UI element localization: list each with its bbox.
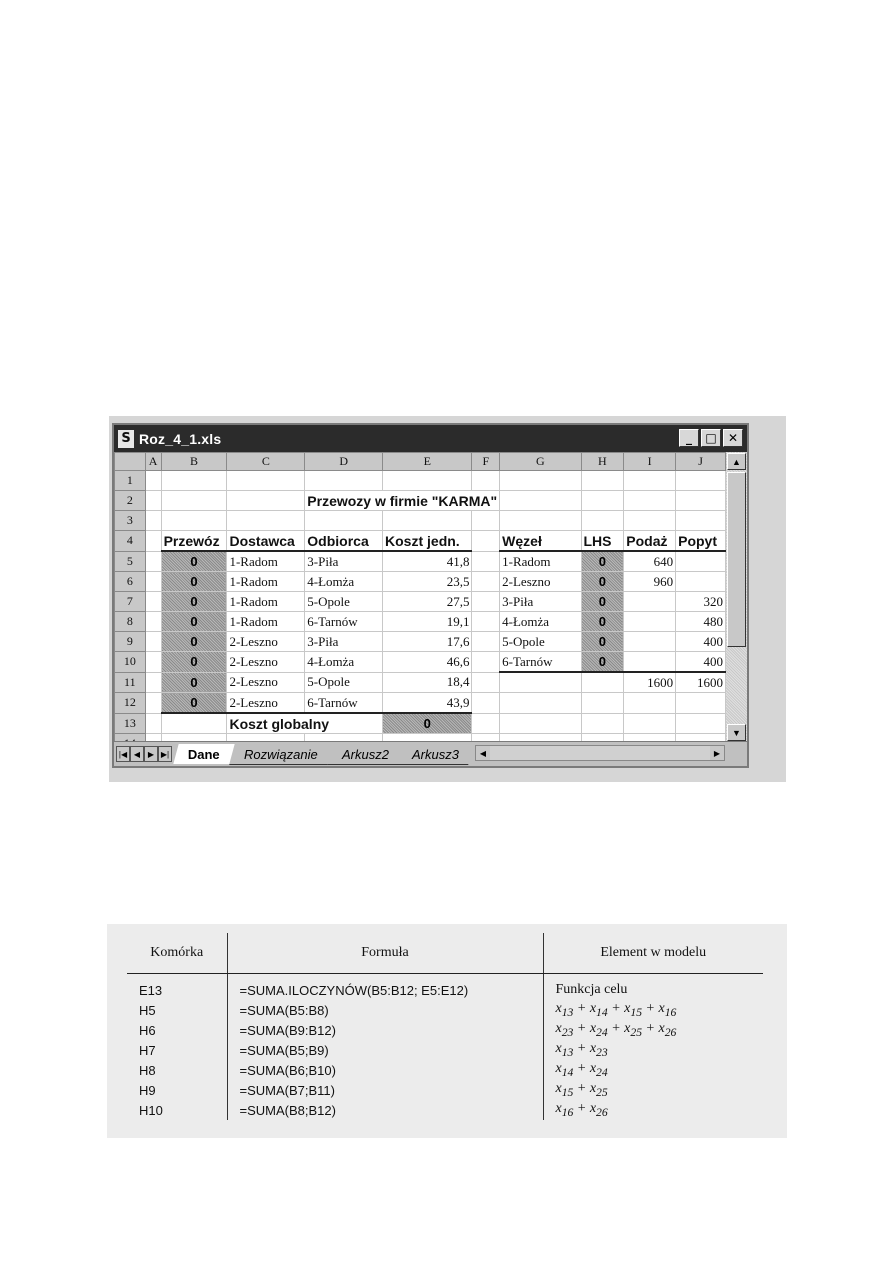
grid-cell[interactable]: [161, 491, 227, 511]
formula-row: [127, 1040, 763, 1060]
formula-row: [127, 1080, 763, 1100]
grid-cell[interactable]: [676, 693, 726, 714]
grid-cell[interactable]: [145, 592, 161, 612]
grid-cell[interactable]: [145, 652, 161, 673]
koszt-cell[interactable]: 17,6: [383, 632, 472, 652]
podaz-cell[interactable]: [624, 652, 676, 673]
tab-navigation: [116, 746, 172, 762]
odbiorca-cell[interactable]: 4-Łomża: [305, 572, 383, 592]
popyt-cell[interactable]: [676, 551, 726, 572]
grid-cell[interactable]: [145, 551, 161, 572]
horizontal-scrollbar[interactable]: [475, 745, 725, 761]
window-title: Roz_4_1.xls: [139, 430, 222, 447]
grid-cell[interactable]: [624, 511, 676, 531]
sheet-row: [115, 632, 726, 652]
formula-row: [127, 1100, 763, 1120]
grid-cell[interactable]: [145, 612, 161, 632]
row-header[interactable]: 4: [115, 531, 146, 552]
sheet-row: [115, 471, 726, 491]
komorka-cell: H7: [127, 1040, 227, 1060]
row-header[interactable]: 1: [115, 471, 146, 491]
przewoz-value-cell[interactable]: 0: [161, 592, 227, 612]
dostawca-cell[interactable]: 1-Radom: [227, 592, 305, 612]
sheet-title[interactable]: Przewozy w firmie "KARMA": [305, 491, 500, 511]
model-element-cell: $x_{14} + x_{24}$: [555, 1061, 608, 1079]
global-cost-label[interactable]: Koszt globalny: [227, 713, 383, 734]
close-button[interactable]: ✕: [723, 429, 743, 447]
column-header-j[interactable]: J: [676, 453, 726, 471]
przewoz-value-cell[interactable]: 0: [161, 551, 227, 572]
grid-cell[interactable]: [305, 471, 383, 491]
dostawca-cell[interactable]: 2-Leszno: [227, 652, 305, 673]
sheet-row: [115, 592, 726, 612]
popyt-cell[interactable]: 480: [676, 612, 726, 632]
formula-cell: =SUMA(B5;B9): [227, 1040, 543, 1060]
maximize-button[interactable]: □: [701, 429, 721, 447]
komorka-cell: H9: [127, 1080, 227, 1100]
sheet-row: [115, 511, 726, 531]
koszt-cell[interactable]: 19,1: [383, 612, 472, 632]
grid-cell[interactable]: [161, 511, 227, 531]
spreadsheet: [114, 452, 726, 754]
grid-cell[interactable]: [383, 471, 472, 491]
formula-cell: =SUMA.ILOCZYNÓW(B5:B12; E5:E12): [227, 974, 543, 1001]
row-header[interactable]: 3: [115, 511, 146, 531]
grid-cell[interactable]: [581, 511, 624, 531]
grid-cell[interactable]: [472, 713, 500, 734]
odbiorca-cell[interactable]: 3-Piła: [305, 551, 383, 572]
formula-cell: =SUMA(B7;B11): [227, 1080, 543, 1100]
formula-table: [127, 933, 763, 1120]
header-przewoz[interactable]: Przewóz: [161, 531, 227, 552]
row-header[interactable]: 5: [115, 551, 146, 572]
title-bar[interactable]: [114, 425, 747, 452]
popyt-cell[interactable]: 400: [676, 652, 726, 673]
excel-window: [112, 423, 749, 768]
przewoz-value-cell[interactable]: 0: [161, 693, 227, 714]
sheet-row: [115, 531, 726, 552]
grid-cell[interactable]: [624, 471, 676, 491]
column-header-f[interactable]: F: [472, 453, 500, 471]
grid-cell[interactable]: [145, 672, 161, 693]
row-header[interactable]: 13: [115, 713, 146, 734]
grid-cell[interactable]: [145, 491, 161, 511]
grid-cell[interactable]: [227, 511, 305, 531]
odbiorca-cell[interactable]: 6-Tarnów: [305, 612, 383, 632]
header-koszt[interactable]: Koszt jedn.: [383, 531, 472, 552]
odbiorca-cell[interactable]: 5-Opole: [305, 672, 383, 693]
grid-cell[interactable]: [227, 491, 305, 511]
row-header[interactable]: 12: [115, 693, 146, 714]
row-header[interactable]: 10: [115, 652, 146, 673]
odbiorca-cell[interactable]: 6-Tarnów: [305, 693, 383, 714]
sheet-row: [115, 572, 726, 592]
grid-cell[interactable]: [161, 471, 227, 491]
row-header[interactable]: 6: [115, 572, 146, 592]
grid-cell[interactable]: [624, 693, 676, 714]
grid-cell[interactable]: [383, 511, 472, 531]
vertical-scrollbar[interactable]: [726, 452, 747, 742]
row-header[interactable]: 8: [115, 612, 146, 632]
grid-cell[interactable]: [581, 693, 624, 714]
grid-cell[interactable]: [305, 511, 383, 531]
grid-cell[interactable]: [676, 511, 726, 531]
przewoz-value-cell[interactable]: 0: [161, 672, 227, 693]
podaz-total-cell[interactable]: 1600: [624, 672, 676, 693]
lhs-value-cell[interactable]: 0: [581, 551, 624, 572]
wezel-cell[interactable]: 1-Radom: [500, 551, 581, 572]
model-element-cell: Funkcja celu: [555, 982, 628, 997]
tab-arkusz2[interactable]: [327, 744, 404, 765]
scroll-thumb[interactable]: [727, 472, 746, 647]
grid-cell[interactable]: [145, 693, 161, 714]
model-element-cell: $x_{23} + x_{24} + x_{25} + x_{26}$: [555, 1021, 677, 1039]
koszt-cell[interactable]: 43,9: [383, 693, 472, 714]
wezel-cell[interactable]: 3-Piła: [500, 592, 581, 612]
grid-cell[interactable]: [500, 511, 581, 531]
wezel-cell[interactable]: 2-Leszno: [500, 572, 581, 592]
przewoz-value-cell[interactable]: 0: [161, 632, 227, 652]
tab-rozwi-zanie[interactable]: [229, 744, 332, 765]
header-model: Element w modelu: [543, 933, 763, 974]
column-header-b[interactable]: B: [161, 453, 227, 471]
scroll-down-arrow-icon[interactable]: ▼: [727, 724, 746, 741]
komorka-cell: H8: [127, 1060, 227, 1080]
sheet-row: [115, 491, 726, 511]
grid-cell[interactable]: [500, 672, 581, 693]
grid-cell[interactable]: [472, 612, 500, 632]
model-element-cell: $x_{15} + x_{25}$: [555, 1081, 608, 1099]
lhs-value-cell[interactable]: 0: [581, 652, 624, 673]
podaz-cell[interactable]: 960: [624, 572, 676, 592]
tab-dane[interactable]: [173, 744, 234, 764]
grid-cell[interactable]: [581, 491, 624, 511]
column-header-c[interactable]: C: [227, 453, 305, 471]
row-header[interactable]: 9: [115, 632, 146, 652]
komorka-cell: H5: [127, 1000, 227, 1020]
sheet-row: [115, 672, 726, 693]
lhs-value-cell[interactable]: 0: [581, 632, 624, 652]
column-header-d[interactable]: D: [305, 453, 383, 471]
sheet-row: [115, 612, 726, 632]
formula-cell: =SUMA(B8;B12): [227, 1100, 543, 1120]
odbiorca-cell[interactable]: 4-Łomża: [305, 652, 383, 673]
podaz-cell[interactable]: [624, 632, 676, 652]
column-header-i[interactable]: I: [624, 453, 676, 471]
sheet-row: [115, 652, 726, 673]
podaz-cell[interactable]: [624, 612, 676, 632]
grid-cell[interactable]: [145, 572, 161, 592]
header-odbiorca[interactable]: Odbiorca: [305, 531, 383, 552]
column-header-h[interactable]: H: [581, 453, 624, 471]
przewoz-value-cell[interactable]: 0: [161, 652, 227, 673]
formula-table-header: [127, 933, 763, 974]
grid-cell[interactable]: [676, 491, 726, 511]
sheet-row: [115, 693, 726, 714]
scroll-up-arrow-icon[interactable]: ▲: [727, 453, 746, 470]
tab-label: Arkusz3: [412, 746, 460, 761]
koszt-cell[interactable]: 46,6: [383, 652, 472, 673]
wezel-cell[interactable]: 4-Łomża: [500, 612, 581, 632]
sheet-row: [115, 551, 726, 572]
grid-cell[interactable]: [581, 713, 624, 734]
last-sheet-icon[interactable]: ▶|: [158, 746, 172, 762]
excel-icon[interactable]: S: [118, 430, 134, 448]
grid-cell[interactable]: [676, 713, 726, 734]
grid-cell[interactable]: [472, 672, 500, 693]
model-element-cell: $x_{13} + x_{23}$: [555, 1041, 608, 1059]
header-formula: Formuła: [227, 933, 543, 974]
grid-cell[interactable]: [145, 511, 161, 531]
grid-cell[interactable]: [472, 693, 500, 714]
column-header-row: [115, 453, 726, 471]
header-dostawca[interactable]: Dostawca: [227, 531, 305, 552]
formula-cell: =SUMA(B5:B8): [227, 1000, 543, 1020]
worksheet-grid[interactable]: [114, 452, 726, 742]
grid-cell[interactable]: [624, 713, 676, 734]
sheet-row: [115, 713, 726, 734]
popyt-cell[interactable]: 400: [676, 632, 726, 652]
column-header-e[interactable]: E: [383, 453, 472, 471]
odbiorca-cell[interactable]: 3-Piła: [305, 632, 383, 652]
podaz-cell[interactable]: [624, 592, 676, 612]
header-wezel[interactable]: Węzeł: [500, 531, 581, 552]
dostawca-cell[interactable]: 2-Leszno: [227, 693, 305, 714]
grid-cell[interactable]: [145, 632, 161, 652]
tab-arkusz3[interactable]: [398, 744, 475, 765]
grid-cell[interactable]: [472, 511, 500, 531]
dostawca-cell[interactable]: 1-Radom: [227, 551, 305, 572]
grid-cell[interactable]: [472, 632, 500, 652]
formula-row: [127, 974, 763, 1001]
komorka-cell: H6: [127, 1020, 227, 1040]
wezel-cell[interactable]: 6-Tarnów: [500, 652, 581, 673]
first-sheet-icon[interactable]: |◀: [116, 746, 130, 762]
select-all-corner[interactable]: [115, 453, 146, 471]
grid-cell[interactable]: [145, 713, 161, 734]
popyt-cell[interactable]: 320: [676, 592, 726, 612]
row-header[interactable]: 7: [115, 592, 146, 612]
odbiorca-cell[interactable]: 5-Opole: [305, 592, 383, 612]
minimize-button[interactable]: _: [679, 429, 699, 447]
grid-cell[interactable]: [581, 471, 624, 491]
przewoz-value-cell[interactable]: 0: [161, 612, 227, 632]
komorka-cell: H10: [127, 1100, 227, 1120]
tab-label: Rozwiązanie: [243, 746, 318, 761]
grid-cell[interactable]: [500, 693, 581, 714]
formula-row: [127, 1000, 763, 1020]
grid-cell[interactable]: [472, 531, 500, 552]
next-sheet-icon[interactable]: ▶: [144, 746, 158, 762]
lhs-value-cell[interactable]: 0: [581, 592, 624, 612]
grid-cell[interactable]: [145, 471, 161, 491]
formula-row: [127, 1060, 763, 1080]
formula-cell: =SUMA(B6;B10): [227, 1060, 543, 1080]
scroll-left-arrow-icon[interactable]: ◀: [476, 746, 490, 760]
column-header-g[interactable]: G: [500, 453, 581, 471]
grid-cell[interactable]: [145, 531, 161, 552]
dostawca-cell[interactable]: 1-Radom: [227, 612, 305, 632]
koszt-cell[interactable]: 41,8: [383, 551, 472, 572]
grid-cell[interactable]: [676, 471, 726, 491]
grid-cell[interactable]: [161, 713, 227, 734]
grid-cell[interactable]: [581, 672, 624, 693]
header-lhs[interactable]: LHS: [581, 531, 624, 552]
header-cell: Komórka: [127, 933, 227, 974]
grid-cell[interactable]: [472, 592, 500, 612]
grid-cell[interactable]: [472, 551, 500, 572]
row-header[interactable]: 2: [115, 491, 146, 511]
formula-cell: =SUMA(B9:B12): [227, 1020, 543, 1040]
grid-cell[interactable]: [500, 713, 581, 734]
koszt-cell[interactable]: 18,4: [383, 672, 472, 693]
model-element-cell: $x_{16} + x_{26}$: [555, 1101, 608, 1119]
header-podaz[interactable]: Podaż: [624, 531, 676, 552]
grid-cell[interactable]: [500, 471, 581, 491]
dostawca-cell[interactable]: 1-Radom: [227, 572, 305, 592]
global-cost-value[interactable]: 0: [383, 713, 472, 734]
row-header[interactable]: 11: [115, 672, 146, 693]
komorka-cell: E13: [127, 974, 227, 1001]
sheet-tab-bar: [114, 741, 747, 766]
grid-cell[interactable]: [624, 491, 676, 511]
column-header-a[interactable]: A: [145, 453, 161, 471]
prev-sheet-icon[interactable]: ◀: [130, 746, 144, 762]
formula-row: [127, 1020, 763, 1040]
grid-cell[interactable]: [500, 491, 581, 511]
koszt-cell[interactable]: 27,5: [383, 592, 472, 612]
model-element-cell: $x_{13} + x_{14} + x_{15} + x_{16}$: [555, 1001, 677, 1019]
grid-cell[interactable]: [472, 652, 500, 673]
grid-cell[interactable]: [227, 471, 305, 491]
wezel-cell[interactable]: 5-Opole: [500, 632, 581, 652]
dostawca-cell[interactable]: 2-Leszno: [227, 672, 305, 693]
lhs-value-cell[interactable]: 0: [581, 612, 624, 632]
podaz-cell[interactable]: 640: [624, 551, 676, 572]
koszt-cell[interactable]: 23,5: [383, 572, 472, 592]
popyt-total-cell[interactable]: 1600: [676, 672, 726, 693]
scroll-right-arrow-icon[interactable]: ▶: [710, 746, 724, 760]
header-popyt[interactable]: Popyt: [676, 531, 726, 552]
popyt-cell[interactable]: [676, 572, 726, 592]
grid-cell[interactable]: [472, 572, 500, 592]
przewoz-value-cell[interactable]: 0: [161, 572, 227, 592]
lhs-value-cell[interactable]: 0: [581, 572, 624, 592]
tab-label: Arkusz2: [341, 746, 389, 761]
tab-label: Dane: [188, 746, 220, 761]
dostawca-cell[interactable]: 2-Leszno: [227, 632, 305, 652]
grid-cell[interactable]: [472, 471, 500, 491]
